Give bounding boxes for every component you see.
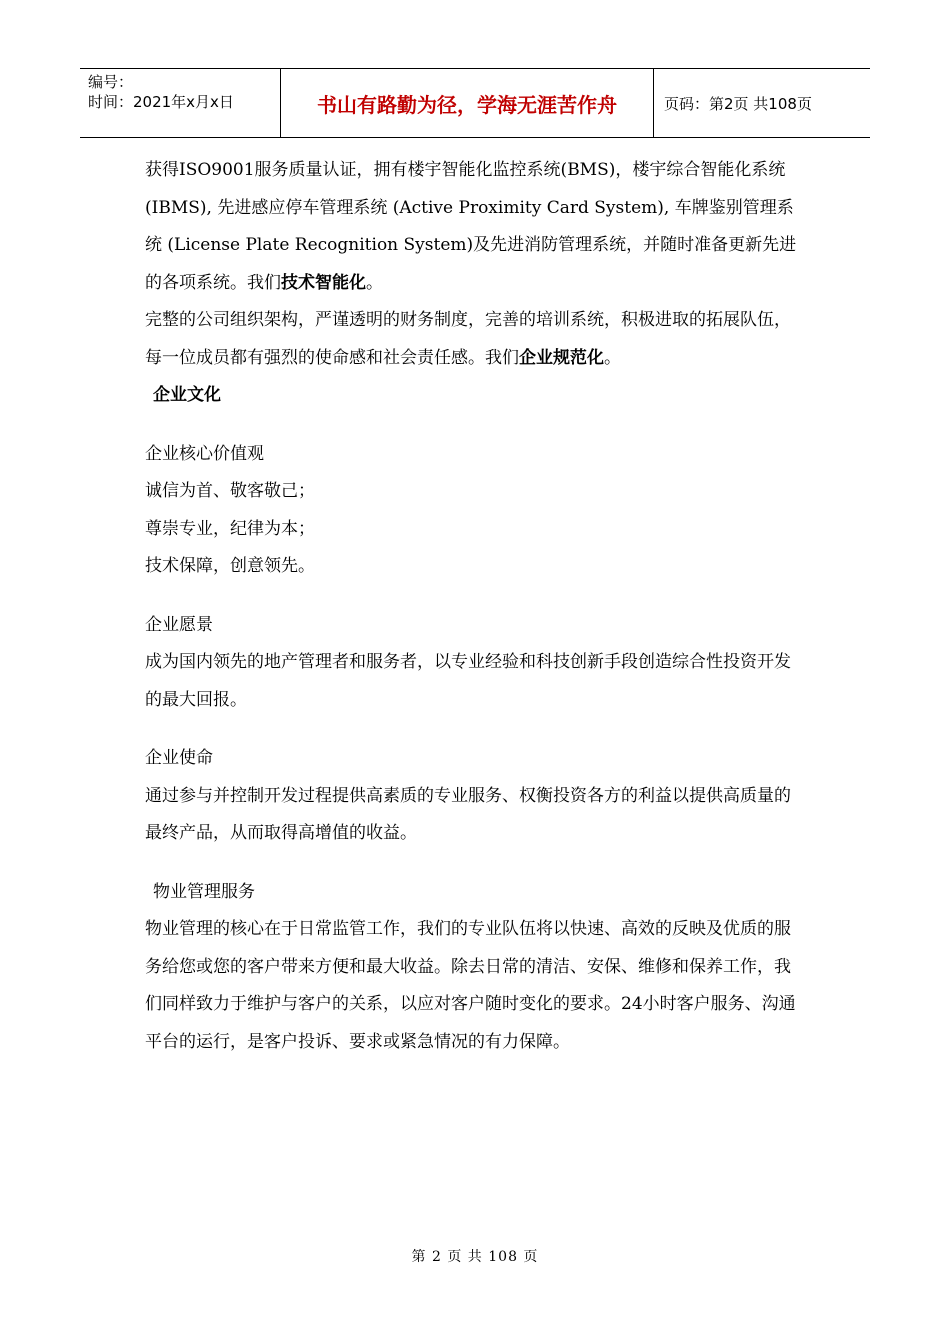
paragraph-vision: 成为国内领先的地产管理者和服务者，以专业经验和科技创新手段创造综合性投资开发的最大回报。 bbox=[145, 652, 791, 710]
date-label: 时间：2021年x月x日 bbox=[88, 93, 234, 111]
paragraph-organization: 完整的公司组织架构，严谨透明的财务制度，完善的培训系统，积极进取的拓展队伍，每一位成员都有强烈的使命感和社会责任感。我们企业规范化。 bbox=[145, 310, 791, 368]
value-item: 尊崇专业，纪律为本； bbox=[145, 518, 315, 539]
bold-technology: 技术智能化 bbox=[281, 272, 366, 293]
paragraph-property-service: 物业管理的核心在于日常监管工作，我们的专业队伍将以快速、高效的反映及优质的服务给您或您的客户带来方便和最大收益。除去日常的清洁、安保、维修和保养工作，我们同样致力于维护与客户的关系，以应对客户随时变化的要求。24小时客户服务、沟通平台的运行，是客户投诉、要求或紧急情况的有力保障。 bbox=[145, 919, 796, 1052]
paragraph-technology: 获得ISO9001服务质量认证，拥有楼宇智能化监控系统(BMS)，楼宇综合智能化系统 (IBMS), 先进感应停车管理系统 (Active Proximity Card System), 车牌鉴别管理系统 (License Plate Recognition System)及先进消防管理系统，并随时准备更新先进的各项系统。我们技术智能化。 bbox=[145, 160, 797, 293]
heading-core-values: 企业核心价值观 bbox=[145, 443, 264, 464]
document-body bbox=[145, 152, 805, 1061]
heading-property-service: 物业管理服务 bbox=[153, 881, 255, 902]
paragraph-mission: 通过参与并控制开发过程提供高素质的专业服务、权衡投资各方的利益以提供高质量的最终产品，从而取得高增值的收益。 bbox=[145, 785, 791, 843]
page-footer: 第 2 页 共 108 页 bbox=[411, 1249, 539, 1265]
header-meta bbox=[80, 69, 281, 137]
heading-vision: 企业愿景 bbox=[145, 614, 213, 635]
header-page-label: 页码：第2页 共108页 bbox=[664, 94, 812, 113]
value-item: 诚信为首、敬客敬己； bbox=[145, 481, 315, 501]
page-header bbox=[80, 68, 870, 138]
bold-standardization: 企业规范化 bbox=[519, 347, 604, 368]
value-item: 技术保障，创意领先。 bbox=[145, 556, 315, 576]
number-label: 编号： bbox=[88, 73, 134, 91]
heading-mission: 企业使命 bbox=[145, 748, 213, 768]
heading-culture: 企业文化 bbox=[153, 385, 221, 405]
header-motto: 书山有路勤为径，学海无涯苦作舟 bbox=[281, 69, 654, 137]
